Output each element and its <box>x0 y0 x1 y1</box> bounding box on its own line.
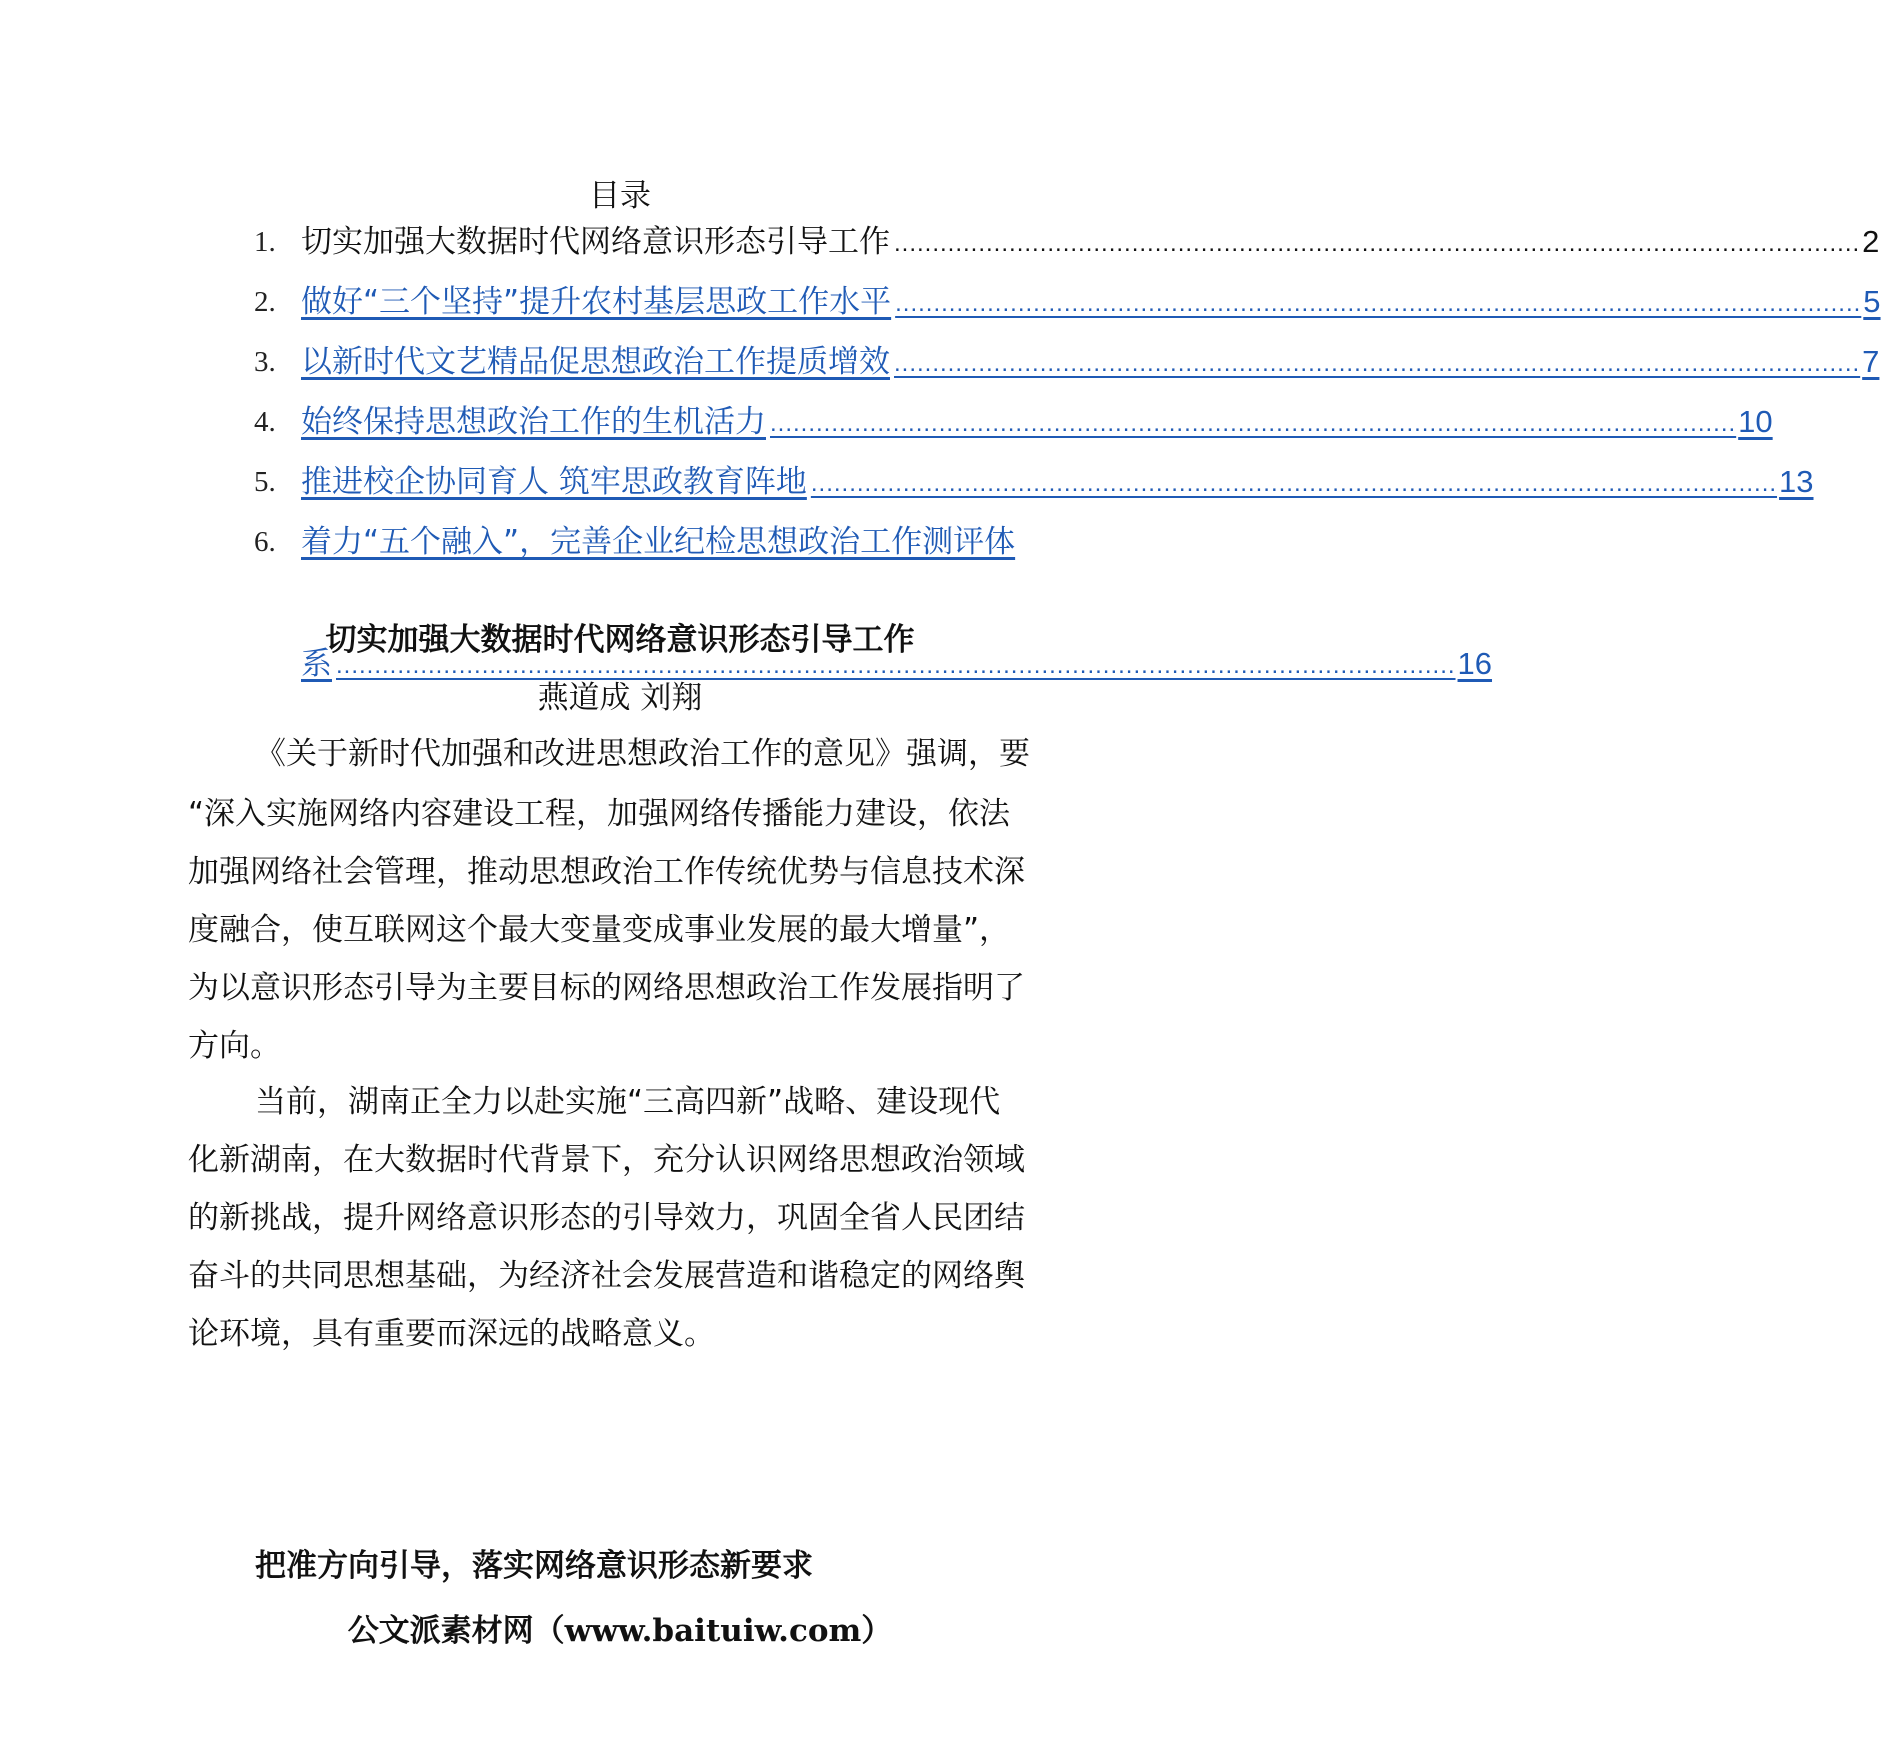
toc-item-link[interactable] <box>301 220 1880 264</box>
paragraph-line: 为以意识形态引导为主要目标的网络思想政治工作发展指明了 <box>188 970 1025 1006</box>
toc-item-link[interactable] <box>301 400 1773 444</box>
paragraph-line: “深入实施网络内容建设工程，加强网络传播能力建设，依法 <box>188 796 1011 832</box>
paragraph-line: 度融合，使互联网这个最大变量变成事业发展的最大增量”， <box>188 912 1011 948</box>
toc-item-number: 5. <box>254 466 276 498</box>
toc-item-page: 16 <box>1457 646 1493 681</box>
paragraph-line: 论环境，具有重要而深远的战略意义。 <box>188 1316 715 1352</box>
toc-item-title: 着力“五个融入”，完善企业纪检思想政治工作测评体 <box>301 524 1016 560</box>
toc-item <box>254 444 1814 504</box>
toc-item-number: 3. <box>254 346 276 378</box>
paragraph-line: 方向。 <box>188 1028 281 1064</box>
toc-leader-dots: .............................................................................................................................. <box>894 230 1861 257</box>
toc-item-number: 2. <box>254 286 276 318</box>
toc-leader-dots: .............................................................................................................................. <box>770 410 1737 437</box>
toc-item <box>254 264 1881 324</box>
footer-watermark: 公文派素材网（www.baituiw.com） <box>347 1613 893 1649</box>
toc-item-number: 6. <box>254 526 276 558</box>
toc-item <box>254 504 1057 564</box>
section-heading: 把准方向引导，落实网络意识形态新要求 <box>255 1548 813 1584</box>
toc-item-number: 1. <box>254 226 276 258</box>
toc-item-page: 2 <box>1862 224 1880 259</box>
toc-leader-dots: .............................................................................................................................. <box>810 470 1778 497</box>
toc-item-title-continued: 系 <box>301 646 332 682</box>
toc-item <box>254 324 1880 384</box>
toc-item <box>254 204 1880 264</box>
paragraph-line: 奋斗的共同思想基础，为经济社会发展营造和谐稳定的网络舆 <box>188 1258 1025 1294</box>
toc-item-page: 13 <box>1779 464 1814 499</box>
toc-item-page: 10 <box>1738 404 1773 439</box>
toc-item <box>254 384 1773 444</box>
toc-item-title: 以新时代文艺精品促思想政治工作提质增效 <box>301 344 890 380</box>
paragraph-line: 化新湖南，在大数据时代背景下，充分认识网络思想政治领域 <box>188 1142 1025 1178</box>
toc-leader-dots: .................................................................................................................................................. <box>336 652 1456 679</box>
toc-item-number: 4. <box>254 406 276 438</box>
article-authors: 燕道成 刘翔 <box>537 680 703 716</box>
paragraph-line: 《关于新时代加强和改进思想政治工作的意见》强调，要 <box>255 736 1030 772</box>
toc-item-page: 5 <box>1863 284 1881 319</box>
article-title: 切实加强大数据时代网络意识形态引导工作 <box>325 622 915 658</box>
toc-item-title: 做好“三个坚持”提升农村基层思政工作水平 <box>301 284 892 320</box>
toc-item-page: 7 <box>1862 344 1880 379</box>
paragraph-line: 的新挑战，提升网络意识形态的引导效力，巩固全省人民团结 <box>188 1200 1025 1236</box>
paragraph-line: 加强网络社会管理，推动思想政治工作传统优势与信息技术深 <box>188 854 1025 890</box>
toc-item-link[interactable] <box>301 460 1814 504</box>
toc-item-link[interactable] <box>301 520 1057 564</box>
toc-heading: 目录 <box>589 178 651 214</box>
paragraph-line: 当前，湖南正全力以赴实施“三高四新”战略、建设现代 <box>255 1084 1001 1120</box>
toc-leader-dots: .............................................................................................................................. <box>894 350 1861 377</box>
toc-item-link[interactable] <box>301 340 1880 384</box>
toc-leader-dots: .............................................................................................................................. <box>895 290 1862 317</box>
toc-item-title: 推进校企协同育人 筑牢思政教育阵地 <box>301 464 807 500</box>
toc-item-title: 切实加强大数据时代网络意识形态引导工作 <box>301 224 890 260</box>
toc-item-link[interactable] <box>301 280 1881 324</box>
toc-item-title: 始终保持思想政治工作的生机活力 <box>301 404 766 440</box>
